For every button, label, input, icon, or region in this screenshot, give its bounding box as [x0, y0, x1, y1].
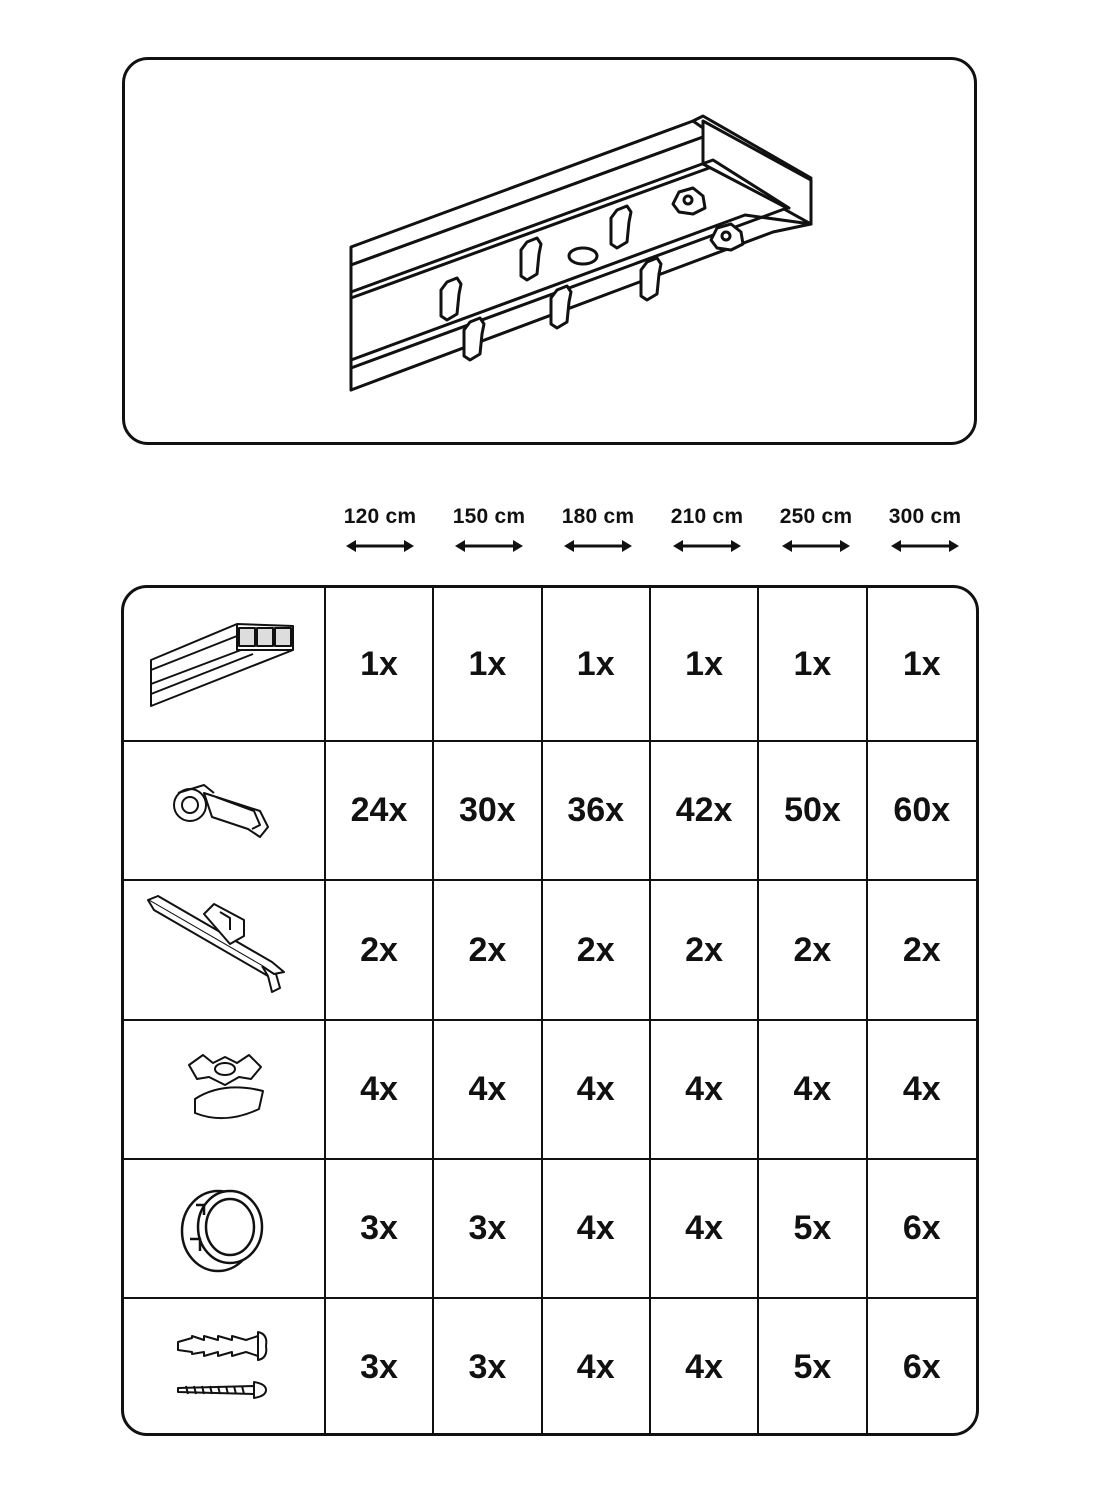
ring-bracket-icon [176, 1181, 272, 1277]
double-arrow-icon [891, 539, 959, 553]
size-label: 250 cm [779, 505, 853, 528]
quantity-cell: 4x [651, 1160, 759, 1297]
quantity-cell: 1x [434, 588, 542, 740]
quantity-cell: 4x [651, 1021, 759, 1158]
rail-profile-icon [149, 614, 299, 714]
quantity-cell: 42x [651, 742, 759, 879]
quantity-cell: 4x [543, 1299, 651, 1436]
size-header [762, 505, 870, 565]
parts-quantity-table [121, 585, 979, 1436]
quantity-cell: 5x [759, 1299, 867, 1436]
quantity-cell: 50x [759, 742, 867, 879]
quantity-cell: 3x [434, 1299, 542, 1436]
quantity-cell: 2x [543, 881, 651, 1019]
dowel-and-screw-icon [174, 1328, 274, 1408]
part-icon-cell [124, 588, 326, 740]
size-label: 180 cm [561, 505, 635, 528]
size-label: 300 cm [888, 505, 962, 528]
quantity-cell: 4x [543, 1021, 651, 1158]
part-icon-cell [124, 1021, 326, 1158]
size-label: 210 cm [670, 505, 744, 528]
table-row [124, 881, 976, 1019]
part-icon-cell [124, 1299, 326, 1436]
quantity-cell: 1x [326, 588, 434, 740]
quantity-cell: 4x [759, 1021, 867, 1158]
quantity-cell: 24x [326, 742, 434, 879]
quantity-cell: 2x [651, 881, 759, 1019]
quantity-cell: 2x [902, 930, 941, 969]
quantity-cell: 2x [434, 881, 542, 1019]
quantity-cell: 6x [902, 1209, 941, 1247]
quantity-cell: 2x [759, 881, 867, 1019]
quantity-cell: 6x [902, 1348, 941, 1386]
part-icon-cell [124, 881, 326, 1019]
part-icon-cell [124, 1160, 326, 1297]
size-header [435, 505, 543, 565]
curtain-rail-illustration [125, 60, 980, 448]
double-arrow-icon [346, 539, 414, 553]
quantity-cell: 30x [434, 742, 542, 879]
table-row [124, 588, 976, 740]
size-header [871, 505, 979, 565]
quantity-cell: 3x [434, 1160, 542, 1297]
quantity-cell: 3x [326, 1160, 434, 1297]
quantity-cell: 4x [902, 1070, 941, 1108]
rail-illustration-panel [122, 57, 977, 445]
double-arrow-icon [673, 539, 741, 553]
quantity-cell: 36x [543, 742, 651, 879]
quantity-cell: 4x [326, 1021, 434, 1158]
part-icon-cell [124, 742, 326, 879]
size-label: 120 cm [343, 505, 417, 528]
quantity-cell: 1x [651, 588, 759, 740]
size-label: 150 cm [452, 505, 526, 528]
table-row [124, 1160, 976, 1297]
glider-hook-icon [164, 771, 284, 851]
quantity-cell: 4x [543, 1160, 651, 1297]
quantity-cell: 1x [759, 588, 867, 740]
quantity-cell: 3x [326, 1299, 434, 1436]
quantity-cell: 1x [902, 644, 941, 683]
double-arrow-icon [455, 539, 523, 553]
size-header-row [326, 505, 979, 565]
table-row [124, 1299, 976, 1436]
double-arrow-icon [564, 539, 632, 553]
size-header [544, 505, 652, 565]
quantity-cell: 60x [893, 791, 951, 829]
end-cap-icon [144, 890, 304, 1010]
size-header [326, 505, 434, 565]
quantity-cell: 5x [759, 1160, 867, 1297]
quantity-cell: 1x [543, 588, 651, 740]
quantity-cell: 2x [326, 881, 434, 1019]
double-arrow-icon [782, 539, 850, 553]
size-header [653, 505, 761, 565]
quantity-cell: 4x [434, 1021, 542, 1158]
table-row [124, 742, 976, 879]
table-row [124, 1021, 976, 1158]
quantity-cell: 4x [651, 1299, 759, 1436]
wing-nut-clip-icon [179, 1045, 269, 1135]
